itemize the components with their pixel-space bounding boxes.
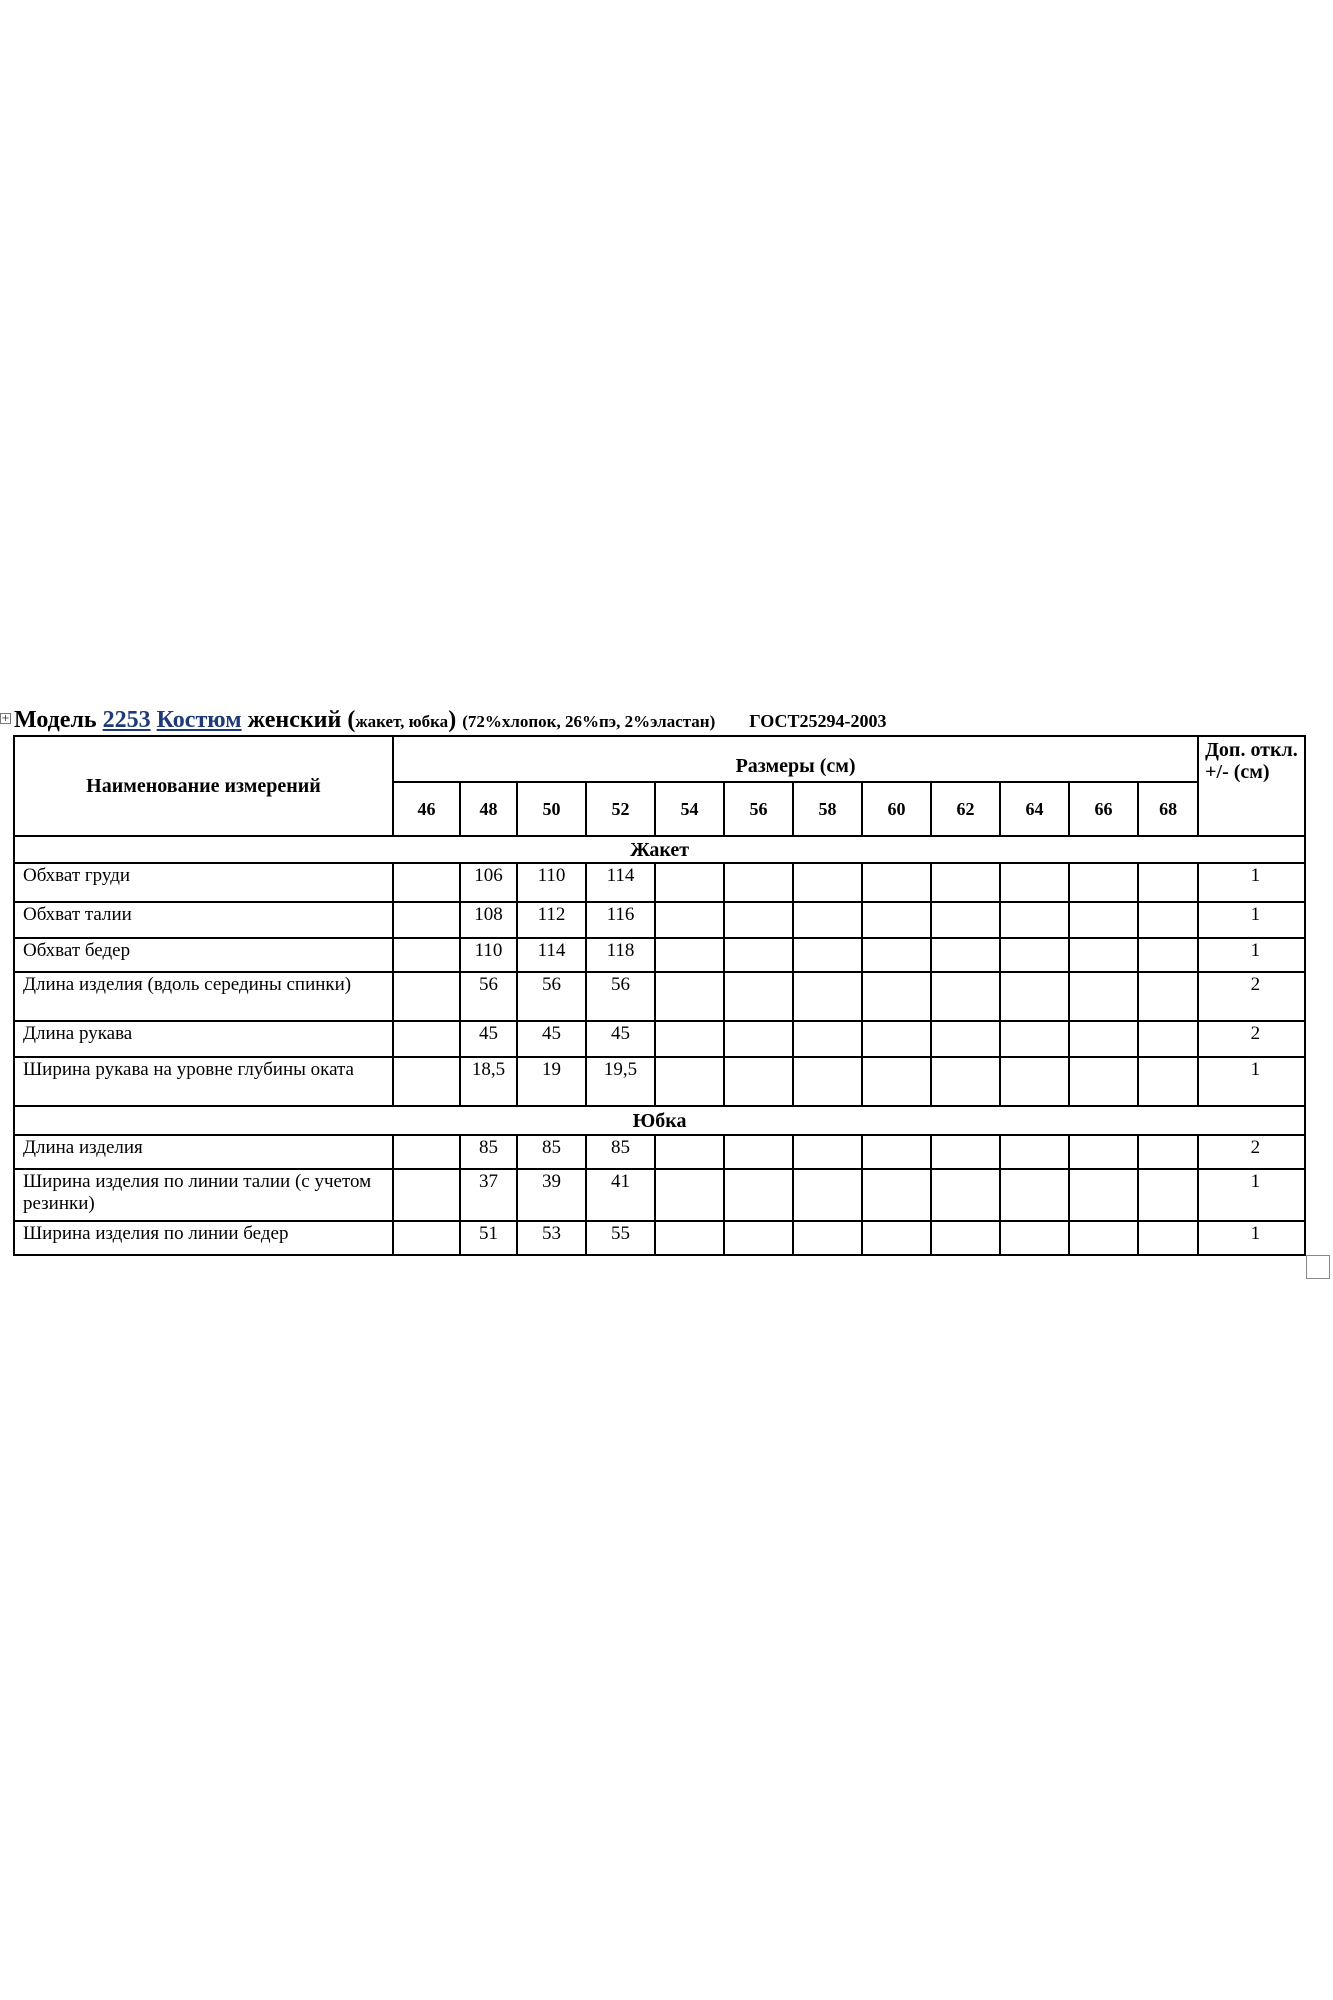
table-row [14, 938, 1305, 972]
value-cell [1138, 938, 1198, 972]
value-cell: 37 [460, 1169, 517, 1221]
value-cell [724, 1135, 793, 1169]
value-cell: 116 [586, 902, 655, 938]
value-cell [931, 863, 1000, 902]
section-row [14, 836, 1305, 863]
value-cell [724, 1169, 793, 1221]
value-cell [1069, 1135, 1138, 1169]
value-cell [655, 1057, 724, 1106]
value-cell [1069, 1221, 1138, 1255]
value-cell [724, 1221, 793, 1255]
value-cell: 85 [586, 1135, 655, 1169]
header-sizes: Размеры (см) [393, 736, 1198, 782]
measurement-name: Обхват бедер [14, 938, 393, 972]
value-cell [655, 938, 724, 972]
size-header-cell: 60 [862, 782, 931, 836]
table-resize-handle-icon[interactable] [1306, 1255, 1330, 1279]
title-paren-close: ) [448, 707, 457, 733]
tolerance-cell: 2 [1198, 1021, 1305, 1057]
value-cell [793, 938, 862, 972]
value-cell [931, 938, 1000, 972]
value-cell [1138, 1169, 1198, 1221]
value-cell [862, 972, 931, 1021]
value-cell [862, 1135, 931, 1169]
value-cell [793, 1135, 862, 1169]
value-cell [1138, 1057, 1198, 1106]
value-cell [724, 863, 793, 902]
title-standard: ГОСТ25294-2003 [749, 711, 887, 731]
size-header-cell: 64 [1000, 782, 1069, 836]
value-cell [393, 938, 460, 972]
value-cell: 56 [460, 972, 517, 1021]
value-cell: 118 [586, 938, 655, 972]
value-cell [862, 1169, 931, 1221]
value-cell [393, 1169, 460, 1221]
value-cell: 85 [517, 1135, 586, 1169]
value-cell [1069, 938, 1138, 972]
value-cell [724, 972, 793, 1021]
value-cell [793, 1169, 862, 1221]
value-cell: 110 [460, 938, 517, 972]
tolerance-cell: 1 [1198, 1221, 1305, 1255]
size-header-cell: 68 [1138, 782, 1198, 836]
title-paren-open: ( [347, 707, 356, 733]
table-row [14, 1221, 1305, 1255]
value-cell [393, 1057, 460, 1106]
value-cell [931, 902, 1000, 938]
size-header-cell: 46 [393, 782, 460, 836]
tolerance-cell: 1 [1198, 1057, 1305, 1106]
value-cell [1138, 1135, 1198, 1169]
value-cell [1069, 1021, 1138, 1057]
value-cell [931, 1169, 1000, 1221]
value-cell [931, 1057, 1000, 1106]
table-row [14, 1021, 1305, 1057]
measurement-name: Ширина изделия по линии талии (с учетом резинки) [14, 1169, 393, 1221]
value-cell: 110 [517, 863, 586, 902]
value-cell [724, 1021, 793, 1057]
size-header-cell: 50 [517, 782, 586, 836]
value-cell: 106 [460, 863, 517, 902]
header-row [14, 736, 1305, 782]
value-cell [862, 1057, 931, 1106]
tolerance-cell: 1 [1198, 1169, 1305, 1221]
title-product: Костюм [156, 707, 242, 733]
value-cell [793, 1021, 862, 1057]
measurement-name: Длина изделия [14, 1135, 393, 1169]
table-row [14, 1169, 1305, 1221]
value-cell: 53 [517, 1221, 586, 1255]
value-cell [1000, 902, 1069, 938]
value-cell [655, 1135, 724, 1169]
value-cell [793, 863, 862, 902]
value-cell [793, 1221, 862, 1255]
value-cell [655, 972, 724, 1021]
value-cell [862, 938, 931, 972]
value-cell [1138, 863, 1198, 902]
value-cell: 114 [586, 863, 655, 902]
value-cell [655, 863, 724, 902]
value-cell [393, 1221, 460, 1255]
tolerance-cell: 1 [1198, 863, 1305, 902]
size-header-cell: 54 [655, 782, 724, 836]
document-title [14, 706, 887, 736]
value-cell: 114 [517, 938, 586, 972]
value-cell [655, 1021, 724, 1057]
value-cell [1069, 1169, 1138, 1221]
value-cell [793, 902, 862, 938]
size-header-cell: 56 [724, 782, 793, 836]
value-cell [655, 1169, 724, 1221]
value-cell: 112 [517, 902, 586, 938]
value-cell [1069, 972, 1138, 1021]
value-cell [1069, 902, 1138, 938]
value-cell [393, 863, 460, 902]
title-parts: жакет, юбка [355, 712, 449, 731]
value-cell [1069, 1057, 1138, 1106]
value-cell: 39 [517, 1169, 586, 1221]
measurement-name: Ширина рукава на уровне глубины оката [14, 1057, 393, 1106]
tolerance-cell: 1 [1198, 938, 1305, 972]
value-cell: 85 [460, 1135, 517, 1169]
value-cell [1000, 1057, 1069, 1106]
value-cell [393, 902, 460, 938]
tolerance-cell: 1 [1198, 902, 1305, 938]
value-cell [724, 1057, 793, 1106]
measurement-name: Длина изделия (вдоль середины спинки) [14, 972, 393, 1021]
value-cell: 19 [517, 1057, 586, 1106]
value-cell: 56 [586, 972, 655, 1021]
value-cell [393, 1135, 460, 1169]
value-cell [1000, 1221, 1069, 1255]
size-header-cell: 52 [586, 782, 655, 836]
value-cell [1138, 1221, 1198, 1255]
value-cell [1000, 1021, 1069, 1057]
tolerance-cell: 2 [1198, 972, 1305, 1021]
value-cell [1138, 902, 1198, 938]
value-cell [862, 1021, 931, 1057]
table-row [14, 1057, 1305, 1106]
value-cell: 45 [517, 1021, 586, 1057]
value-cell: 45 [460, 1021, 517, 1057]
size-table [13, 735, 1306, 1256]
measurement-name: Ширина изделия по линии бедер [14, 1221, 393, 1255]
value-cell: 19,5 [586, 1057, 655, 1106]
header-measurement-name: Наименование измерений [14, 736, 393, 836]
value-cell [393, 1021, 460, 1057]
measurement-name: Обхват талии [14, 902, 393, 938]
value-cell [862, 863, 931, 902]
value-cell: 51 [460, 1221, 517, 1255]
section-title: Юбка [14, 1106, 1305, 1135]
value-cell [793, 1057, 862, 1106]
size-header-cell: 58 [793, 782, 862, 836]
value-cell [655, 902, 724, 938]
value-cell [793, 972, 862, 1021]
value-cell: 18,5 [460, 1057, 517, 1106]
title-model-number: 2253 [102, 707, 151, 733]
value-cell [1000, 1169, 1069, 1221]
value-cell [931, 972, 1000, 1021]
table-move-handle-icon[interactable]: + [1, 713, 10, 724]
value-cell [724, 902, 793, 938]
measurement-name: Длина рукава [14, 1021, 393, 1057]
measurement-name: Обхват груди [14, 863, 393, 902]
table-row [14, 902, 1305, 938]
value-cell [1138, 972, 1198, 1021]
table-row [14, 863, 1305, 902]
tolerance-cell: 2 [1198, 1135, 1305, 1169]
value-cell [862, 902, 931, 938]
table-row [14, 1135, 1305, 1169]
value-cell [1000, 972, 1069, 1021]
value-cell [931, 1021, 1000, 1057]
value-cell [1000, 938, 1069, 972]
size-header-cell: 66 [1069, 782, 1138, 836]
value-cell: 108 [460, 902, 517, 938]
size-header-cell: 48 [460, 782, 517, 836]
value-cell [655, 1221, 724, 1255]
value-cell [1138, 1021, 1198, 1057]
size-table-body [14, 736, 1305, 1255]
title-prefix: Модель [14, 707, 97, 733]
value-cell [393, 972, 460, 1021]
size-header-cell: 62 [931, 782, 1000, 836]
value-cell [931, 1135, 1000, 1169]
section-title: Жакет [14, 836, 1305, 863]
header-tolerance: Доп. откл. +/- (см) [1198, 736, 1305, 836]
table-row [14, 972, 1305, 1021]
title-kind: женский [247, 707, 342, 733]
value-cell [724, 938, 793, 972]
value-cell [1000, 1135, 1069, 1169]
value-cell: 56 [517, 972, 586, 1021]
value-cell [931, 1221, 1000, 1255]
value-cell [1069, 863, 1138, 902]
value-cell [862, 1221, 931, 1255]
title-composition: (72%хлопок, 26%пэ, 2%эластан) [462, 712, 716, 731]
value-cell: 55 [586, 1221, 655, 1255]
value-cell: 41 [586, 1169, 655, 1221]
value-cell [1000, 863, 1069, 902]
value-cell: 45 [586, 1021, 655, 1057]
section-row [14, 1106, 1305, 1135]
